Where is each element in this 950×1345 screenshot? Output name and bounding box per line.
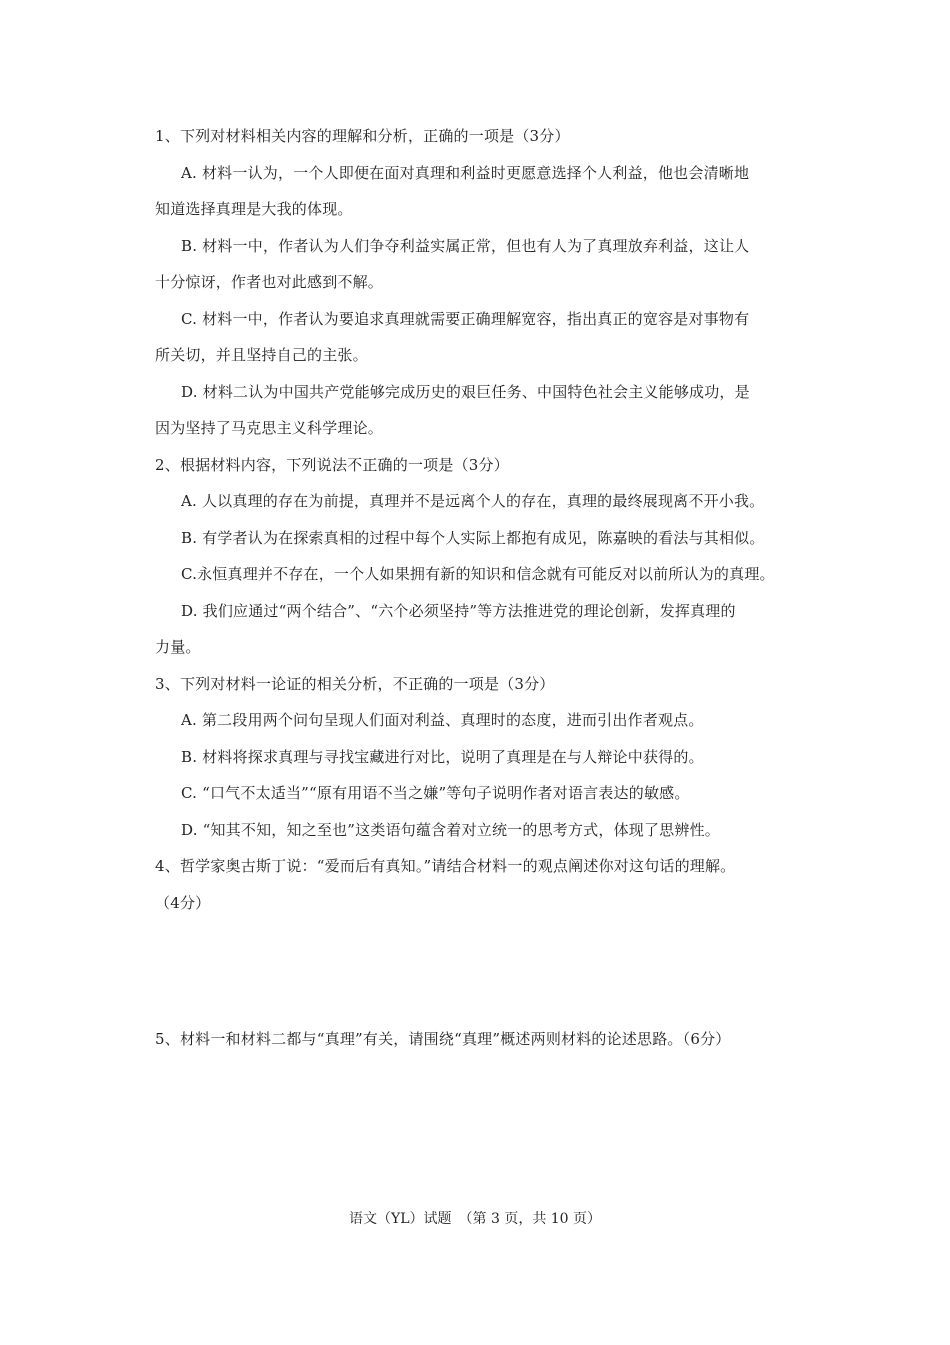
- q1-option-d: D. 材料二认为中国共产党能够完成历史的艰巨任务、中国特色社会主义能够成功，是: [181, 382, 750, 401]
- q4-score: （4分）: [155, 893, 211, 912]
- q3-option-b: B. 材料将探求真理与寻找宝藏进行对比，说明了真理是在与人辩论中获得的。: [181, 747, 704, 766]
- q1-option-b-cont: 十分惊讶，作者也对此感到不解。: [155, 273, 384, 291]
- page-footer: 语文（YL）试题 （第 3 页，共 10 页）: [348, 1211, 602, 1227]
- q2-stem: 2、根据材料内容，下列说法不正确的一项是（3分）: [155, 455, 509, 474]
- q2-option-d: D. 我们应通过“两个结合”、“六个必须坚持”等方法推进党的理论创新，发挥真理的: [181, 601, 736, 620]
- q1-stem: 1、下列对材料相关内容的理解和分析，正确的一项是（3分）: [155, 127, 570, 145]
- questions-block: [155, 118, 805, 921]
- q3-option-d: D. “知其不知，知之至也”这类语句蕴含着对立统一的思考方式，体现了思辨性。: [181, 820, 720, 839]
- q4-stem: 4、哲学家奥古斯丁说：“爱而后有真知。”请结合材料一的观点阐述你对这句话的理解。: [155, 857, 736, 875]
- q3-stem: 3、下列对材料一论证的相关分析，不正确的一项是（3分）: [155, 674, 555, 693]
- q2-option-c: C.永恒真理并不存在，一个人如果拥有新的知识和信念就有可能反对以前所认为的真理。: [181, 565, 775, 583]
- q2-option-a: A. 人以真理的存在为前提，真理并不是远离个人的存在，真理的最终展现离不开小我。: [181, 492, 765, 510]
- q1-option-d-cont: 因为坚持了马克思主义科学理论。: [155, 419, 384, 437]
- q5-block: [155, 1021, 805, 1058]
- q2-option-b: B. 有学者认为在探索真相的过程中每个人实际上都抱有成见，陈嘉映的看法与其相似。: [181, 528, 765, 547]
- q5-stem: 5、材料一和材料二都与“真理”有关，请围绕“真理”概述两则材料的论述思路。（6分）: [155, 1030, 731, 1048]
- q1-option-c-cont: 所关切，并且坚持自己的主张。: [155, 346, 368, 364]
- q2-option-d-cont: 力量。: [155, 638, 201, 656]
- q3-option-c: C. “口气不太适当”“原有用语不当之嫌”等句子说明作者对语言表达的敏感。: [181, 784, 690, 802]
- q1-option-c: C. 材料一中，作者认为要追求真理就需要正确理解宽容，指出真正的宽容是对事物有: [181, 309, 750, 328]
- q1-option-a: A. 材料一认为，一个人即便在面对真理和利益时更愿意选择个人利益，他也会清晰地: [181, 163, 750, 182]
- q1-option-b: B. 材料一中，作者认为人们争夺利益实属正常，但也有人为了真理放弃利益，这让人: [181, 236, 750, 255]
- q3-option-a: A. 第二段用两个问句呈现人们面对利益、真理时的态度，进而引出作者观点。: [181, 711, 704, 729]
- q1-option-a-cont: 知道选择真理是大我的体现。: [155, 200, 353, 218]
